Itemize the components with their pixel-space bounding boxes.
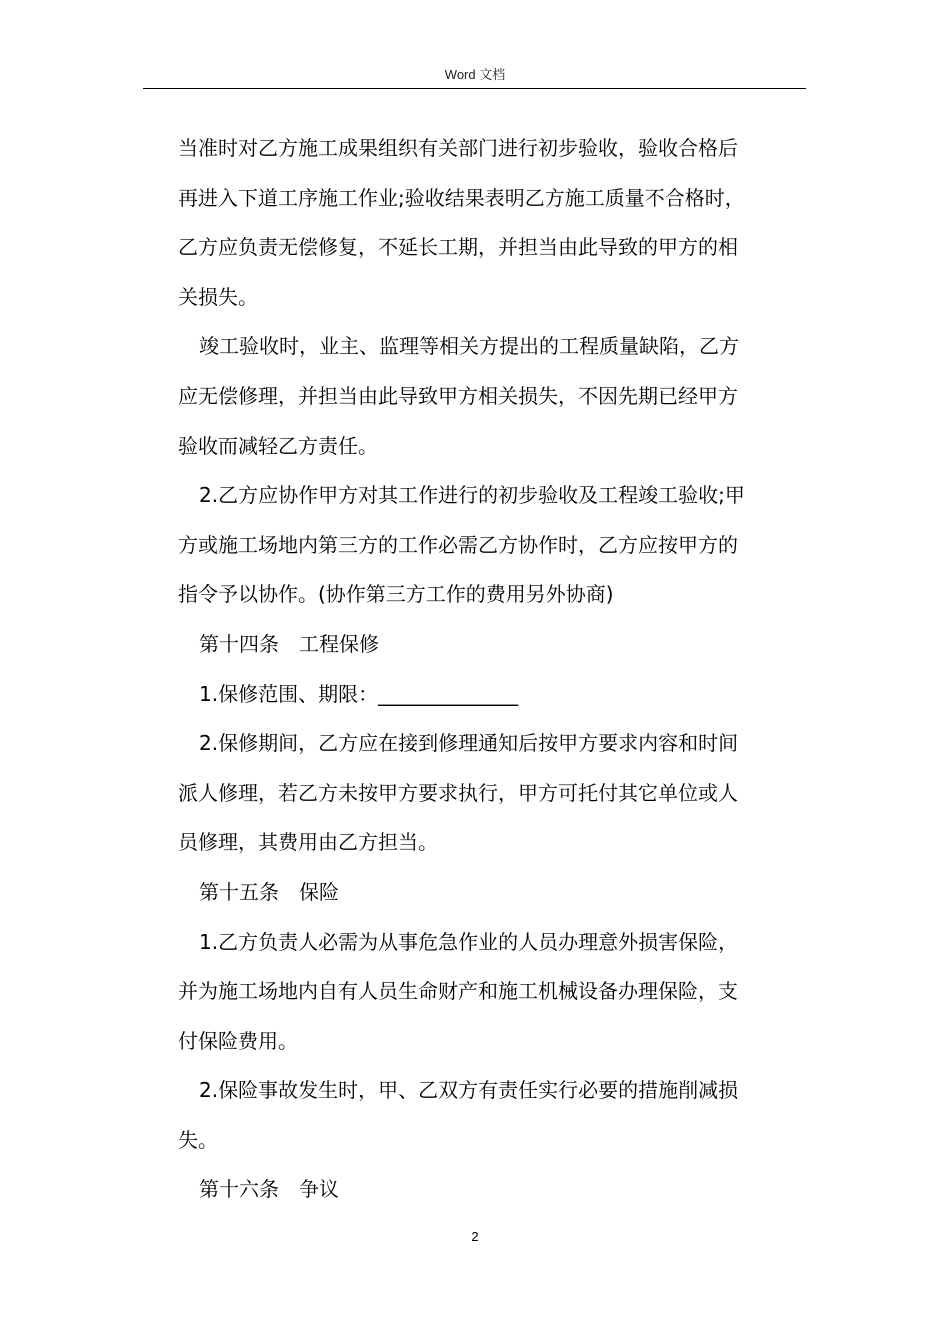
text-line: 2.乙方应协作甲方对其工作进行的初步验收及工程竣工验收;甲	[199, 483, 745, 508]
text-line: 竣工验收时，业主、监理等相关方提出的工程质量缺陷，乙方	[199, 334, 739, 359]
text-line: 验收而减轻乙方责任。	[178, 433, 378, 458]
text-line: 1.乙方负责人必需为从事危急作业的人员办理意外损害保险，	[199, 929, 739, 954]
text-line: 当准时对乙方施工成果组织有关部门进行初步验收，验收合格后	[178, 136, 738, 160]
text-line: 再进入下道工序施工作业;验收结果表明乙方施工质量不合格时，	[178, 185, 745, 210]
text-line: 派人修理，若乙方未按甲方要求执行，甲方可托付其它单位或人	[178, 780, 738, 805]
page-header: Word 文档	[444, 67, 506, 82]
document-body	[178, 124, 810, 1215]
header-rule	[143, 88, 806, 89]
text-line: 1.保修范围、期限：______________	[199, 681, 519, 706]
text-line: 员修理，其费用由乙方担当。	[178, 830, 438, 855]
text-line: 关损失。	[178, 284, 258, 309]
section-heading: 第十四条 工程保修	[199, 631, 379, 656]
text-line: 2.保险事故发生时，甲、乙双方有责任实行必要的措施削减损	[199, 1078, 739, 1103]
text-line: 2.保修期间，乙方应在接到修理通知后按甲方要求内容和时间	[199, 731, 739, 756]
text-line: 方或施工场地内第三方的工作必需乙方协作时，乙方应按甲方的	[178, 532, 738, 557]
text-line: 乙方应负责无偿修复，不延长工期，并担当由此导致的甲方的相	[178, 235, 738, 260]
page-number: 2	[471, 1229, 479, 1244]
text-line: 指令予以协作。(协作第三方工作的费用另外协商)	[178, 582, 614, 607]
text-line: 付保险费用。	[178, 1028, 298, 1053]
section-heading: 第十五条 保险	[199, 879, 339, 904]
text-line: 失。	[178, 1127, 218, 1152]
text-line: 应无偿修理，并担当由此导致甲方相关损失，不因先期已经甲方	[178, 383, 738, 408]
text-line: 并为施工场地内自有人员生命财产和施工机械设备办理保险，支	[178, 979, 738, 1004]
section-heading: 第十六条 争议	[199, 1177, 339, 1202]
